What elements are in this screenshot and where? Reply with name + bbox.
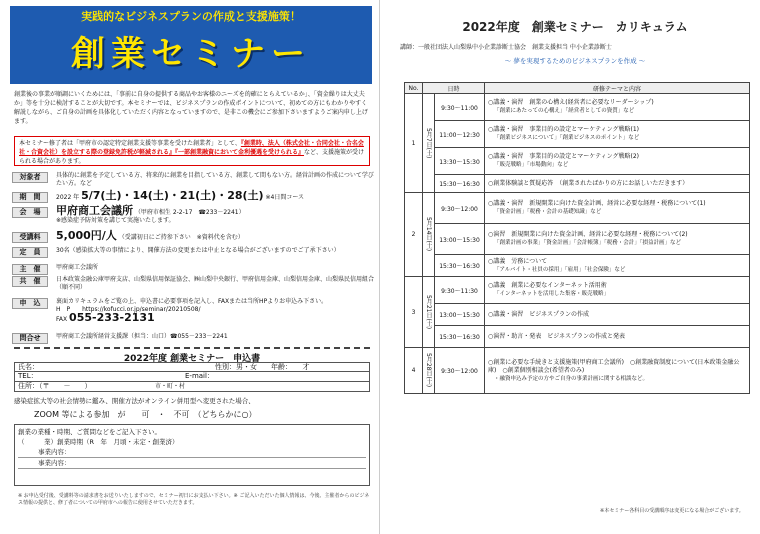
hero-title: 創業セミナー <box>71 34 311 74</box>
curriculum-row <box>405 304 750 326</box>
fee-label: 受講料 <box>12 232 48 243</box>
topic-main: ○創業体験談と質疑応答 （創業されたばかりの方にお話しいただきます） <box>488 179 689 187</box>
form-business-type[interactable]: （ 業）創業時期（R 年 月頃・未定・創業済） <box>18 438 179 446</box>
venue-address: （甲府市相生 2-2-17 ☎233－2241） <box>134 209 245 216</box>
session-topic <box>485 94 750 121</box>
curriculum-table <box>404 82 750 394</box>
topic-sub: 「創業計画の事業」「資金計画」「会計帳簿」「税務・会計」「損益計画」など <box>494 240 682 246</box>
topic-sub: 「インターネットを活用した集客・販売戦略」 <box>494 291 610 297</box>
contact-value: 甲府商工会議所経営支援課（担当：山口）☎055－233－2241 <box>56 333 228 340</box>
curriculum-row <box>405 121 750 148</box>
form-title: 2022年度 創業セミナー 申込書 <box>14 347 370 359</box>
session-topic <box>485 304 750 326</box>
topic-main: ○演習 新規開業に向けた資金計画、経営に必要な経理・税務について(2) <box>488 231 688 238</box>
session-topic <box>485 277 750 304</box>
period-label: 期 間 <box>12 192 48 203</box>
contact-label: 問合せ <box>12 333 48 344</box>
topic-main: ○講義・演習 創業の心構え(経営者に必要なリーダーシップ) <box>488 99 654 106</box>
apply-fax-number: 055-233-2131 <box>69 311 155 324</box>
fee-note: （受講初日にご持参下さい ※資料代を含む） <box>118 234 244 241</box>
form-tel-field[interactable]: TEL： <box>18 372 38 380</box>
hero-banner <box>10 6 372 84</box>
session-number: 4 <box>405 348 423 394</box>
benefit-pre: 本セミナー修了者は「甲府市の認定特定創業支援等事業を受けた創業者」として、 <box>19 140 241 147</box>
session-time: 13:00～15:30 <box>435 224 485 255</box>
lecturer-line: 講師：一般社団法人山梨県中小企業診断士協会 創業支援担当 中小企業診断士 <box>400 44 612 51</box>
topic-main: ○講義・演習 新規開業に向けた資金計画、経営に必要な経理・税務について(1) <box>488 200 706 207</box>
form-gender-age[interactable]: 性別：男・女 年齢： 才 <box>215 363 310 371</box>
session-topic <box>485 175 750 193</box>
curriculum-title: 2022年度 創業セミナー カリキュラム <box>462 20 688 34</box>
session-time: 9:30～12:00 <box>435 193 485 224</box>
period-course: ※4日間コース <box>265 194 305 201</box>
venue-label: 会 場 <box>12 207 48 218</box>
curriculum-row <box>405 348 750 394</box>
topic-sub: 「資金計画」「税務・会計の基礎知識」など <box>494 209 602 215</box>
capacity-label: 定 員 <box>12 247 48 258</box>
topic-sub: 「アルバイト・社員の採用」「雇用」「社会保険」など <box>494 266 626 273</box>
session-date: 5月21日(土) <box>423 277 435 348</box>
topic-sub: 「創業にあたっての心構え」「経営者としての資質」など <box>494 108 635 114</box>
curriculum-row <box>405 326 750 348</box>
curriculum-row <box>405 224 750 255</box>
session-time: 15:30～16:30 <box>435 175 485 193</box>
footnote: ※ お申込受付後、受講料等の請求書をお送りいたしますので、セミナー初日にお支払い下さい。※ ご記入いただいた個人情報は、今後、主催者からのビジネス情報の提供と、修了者についての甲府市への報告に使用させていただきます。 <box>18 493 370 506</box>
curriculum-row <box>405 94 750 121</box>
session-topic <box>485 348 750 394</box>
venue-note: ※感染症予防対策を講じて実施いたします。 <box>56 217 175 224</box>
form-name-field[interactable]: 氏名： <box>18 363 39 371</box>
session-topic <box>485 255 750 277</box>
form-online-question: 感染症拡大等の社会情勢に鑑み、開催方法がオンライン併用型へ変更された場合、 <box>14 397 255 405</box>
curriculum-row <box>405 193 750 224</box>
apply-text: 裏面カリキュラムをご覧の上、申込書に必要事項を記入し、FAXまたは当所HPよりお申込み下さい。 <box>56 298 328 305</box>
col-topic: 研修テーマと内容 <box>485 83 750 94</box>
curriculum-note: ※本セミナー各科目の受講順序は変更になる場合がございます。 <box>600 508 744 514</box>
session-time: 11:00～12:30 <box>435 121 485 148</box>
hero-subtitle: 実践的なビジネスプランの作成と支援施策！ <box>81 10 301 23</box>
session-topic <box>485 326 750 348</box>
session-topic <box>485 193 750 224</box>
form-business-prompt: 創業の業種・時期、ご質問などをご記入下さい。 <box>18 428 161 436</box>
topic-main: ○講義・演習 事業目的の設定とマーケティング戦略(2) <box>488 153 640 160</box>
session-number: 3 <box>405 277 423 348</box>
session-time: 15:30～16:30 <box>435 326 485 348</box>
session-time: 9:30～12:00 <box>435 348 485 394</box>
target-text: 具体的に創業を予定している方、将来的に創業を目指している方、創業して間もない方。経営計画の作成について学びたい方。など <box>56 172 374 187</box>
topic-sub: ・融資申込み予定の方やご自身の事業計画に関する相談など。 <box>494 375 649 382</box>
topic-main: ○講義 創業に必要なインターネット活用術 <box>488 282 607 289</box>
topic-main: ○講義 労務について <box>488 257 548 265</box>
session-date: 5月28日(土) <box>423 348 435 394</box>
host-value: 甲府商工会議所 <box>56 264 99 271</box>
curriculum-row <box>405 255 750 277</box>
session-topic <box>485 148 750 175</box>
session-time: 15:30～16:30 <box>435 255 485 277</box>
apply-label: 申 込 <box>12 298 48 309</box>
target-label: 対象者 <box>12 172 48 183</box>
col-date: 日時 <box>423 83 485 94</box>
apply-hp-link[interactable]: H P https://kofucci.or.jp/seminar/20210508/ <box>56 306 201 313</box>
session-topic <box>485 224 750 255</box>
form-address-field[interactable]: 住所：（〒 － ） <box>18 382 92 390</box>
col-no: No. <box>405 83 423 94</box>
period-dates: 5/7(土)・14(土)・21(土)・28(土) <box>81 189 264 202</box>
capacity-value: 30名（感染拡大等の事情により、開催方法の変更または中止となる場合がございますのでご了承下さい） <box>56 247 340 254</box>
topic-main: ○演習・助言・発表 ビジネスプランの作成と発表 <box>488 332 626 340</box>
intro-text: 創業後の事業が順調にいくためには、「事前に自身の提供する商品やお客様のニーズを的確にとらえているか」、「資金繰りは大丈夫か」等を十分に検討することが大切です。本セミナーでは、ビジネスプランの作成ポイントについて、初めての方にもわかりやすく解説しながら、ご自身の計画を具体化していただく内容となっていますので、是非この機会にご参加下さいますようご案内申し上げます。 <box>14 91 368 125</box>
topic-main: ○創業に必要な手続きと支援施策(甲府商工会議所) ○創業融資制度について(日本政策金融公庫) ○創業個別相談会(希望者のみ) <box>488 358 740 374</box>
topic-sub: 「販売戦略」「市場動向」など <box>494 162 569 168</box>
topic-sub: 「創業ビジネスについて」「創業ビジネスのポイント」など <box>494 135 640 141</box>
curriculum-row <box>405 277 750 304</box>
apply-fax-label: FAX <box>56 316 68 323</box>
form-business-content-2[interactable]: 事業内容： <box>18 458 366 469</box>
topic-main: ○講義・演習 ビジネスプランの作成 <box>488 310 590 318</box>
session-time: 13:00～15:30 <box>435 304 485 326</box>
form-business-box[interactable] <box>14 424 370 486</box>
session-date: 5月7日(土) <box>423 94 435 193</box>
cohost-value: 日本政策金融公庫甲府支店、山梨県信用保証協会、㈱山梨中央銀行、甲府信用金庫、山梨信用金庫、山梨県民信用組合（順不同） <box>56 276 375 291</box>
topic-main: ○講義・演習 事業目的の設定とマーケティング戦略(1) <box>488 126 640 133</box>
form-business-content-1[interactable]: 事業内容： <box>18 447 366 458</box>
form-zoom-choice[interactable]: ZOOM 等による参加 が 可 ・ 不可 （どちらかに○） <box>34 410 257 419</box>
fee-value: 5,000円/人 <box>56 229 117 242</box>
period-year: 2022 年 <box>56 194 80 201</box>
form-email-field[interactable]: E-mail： <box>185 372 214 380</box>
host-label: 主 催 <box>12 264 48 275</box>
curriculum-row <box>405 148 750 175</box>
benefit-post: など、支援施策が受けられる場合があります。 <box>19 149 365 165</box>
session-number: 2 <box>405 193 423 277</box>
benefit-highlight: 『創業時、法人（株式会社・合同会社・合名会社・合資会社）を設立する際の登録免許税が軽減される』『一部創業融資において金利優遇を受けられる』 <box>19 140 364 156</box>
session-time: 9:30～11:30 <box>435 277 485 304</box>
theme-line: ～ 夢を実現するためのビジネスプランを作成 ～ <box>504 57 646 65</box>
form-address-tail: 市・町・村 <box>155 383 186 390</box>
benefit-box <box>14 136 370 166</box>
curriculum-page <box>390 0 760 534</box>
venue-name: 甲府商工会議所 <box>56 204 133 217</box>
cohost-label: 共 催 <box>12 276 48 287</box>
session-number: 1 <box>405 94 423 193</box>
session-time: 13:30～15:30 <box>435 148 485 175</box>
session-topic <box>485 121 750 148</box>
curriculum-row <box>405 175 750 193</box>
session-time: 9:30～11:00 <box>435 94 485 121</box>
session-date: 5月14日(土) <box>423 193 435 277</box>
